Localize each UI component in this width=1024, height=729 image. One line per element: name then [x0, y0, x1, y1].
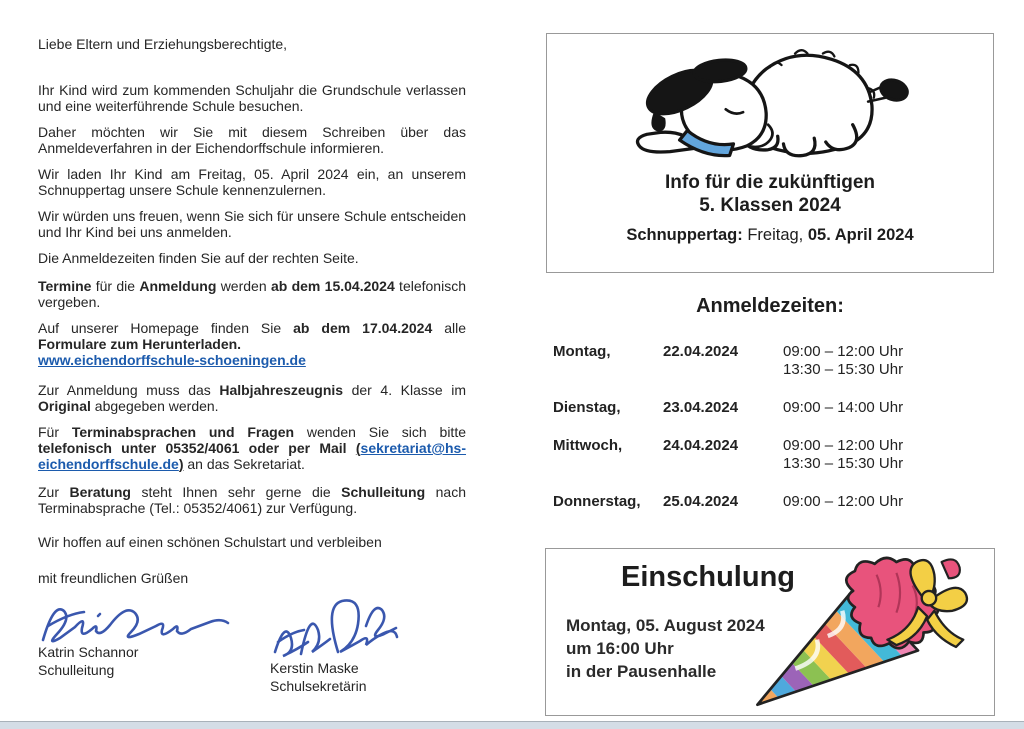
signature-role: Schulsekretärin [270, 678, 367, 694]
paragraph-homepage: Auf unserer Homepage finden Sie ab dem 17.04.2024 alle Formulare zum Herunterladen. www.eichendorffschule-schoeningen.de [38, 320, 466, 368]
email-link[interactable]: sekretariat@hs-eichendorffschule.de [38, 440, 467, 472]
einschulung-box [545, 548, 995, 716]
signature-name: Kerstin Maske [270, 660, 359, 676]
table-row [553, 343, 994, 379]
day-cell: Mittwoch, [553, 437, 623, 454]
sniffing-dog-illustration-icon [620, 42, 920, 167]
info-title-line2: 5. Klassen 2024 [699, 195, 841, 216]
einschulung-heading: Einschulung [621, 561, 795, 593]
paragraph-schulstart: Wir hoffen auf einen schönen Schulstart und verbleiben [38, 534, 382, 550]
paragraph-intro-1: Ihr Kind wird zum kommenden Schuljahr die Grundschule verlassen und eine weiterführende Schule besuchen. [38, 82, 466, 114]
paragraph-gruss: mit freundlichen Grüßen [38, 570, 189, 586]
email-paren-close: ) [178, 456, 184, 472]
date-cell: 23.04.2024 [663, 399, 739, 416]
signature-block [38, 596, 466, 694]
paragraph-einladung: Wir laden Ihr Kind am Freitag, 05. April 2024 ein, an unserem Schnuppertag unsere Schule kennenzulernen. [38, 166, 466, 198]
anmeldezeiten-section [546, 295, 994, 511]
times-cell: 09:00 – 14:00 Uhr [783, 399, 904, 416]
homepage-link[interactable]: www.eichendorffschule-schoeningen.de [38, 352, 306, 368]
salutation: Liebe Eltern und Erziehungsberechtigte, [38, 36, 288, 52]
schnuppertag-line: Schnuppertag: Freitag, 05. April 2024 [626, 226, 914, 244]
paragraph-intro-2: Daher möchten wir Sie mit diesem Schreiben über das Anmeldeverfahren in der Eichendorffschule informieren. [38, 124, 466, 156]
table-row [553, 493, 994, 511]
paragraph-zeugnis: Zur Anmeldung muss das Halbjahreszeugnis der 4. Klasse im Original abgegeben werden. [38, 382, 467, 414]
signature-name: Katrin Schannor [38, 644, 139, 660]
date-cell: 24.04.2024 [663, 437, 739, 454]
signature-scribble-icon [270, 596, 400, 664]
signature-role: Schulleitung [38, 662, 115, 678]
signature-2 [270, 596, 466, 694]
paragraph-termine: Termine für die Anmeldung werden ab dem 15.04.2024 telefonisch vergeben. [38, 278, 466, 310]
einschulung-date: Montag, 05. August 2024 [566, 616, 765, 635]
day-cell: Dienstag, [553, 399, 621, 416]
signature-scribble-icon [38, 596, 234, 648]
info-box-title [547, 171, 993, 217]
signature-1 [38, 596, 270, 694]
table-row [553, 399, 994, 417]
date-cell: 22.04.2024 [663, 343, 739, 360]
letter-body [38, 36, 466, 694]
info-title-line1: Info für die zukünftigen [664, 172, 876, 193]
times-cell: 09:00 – 12:00 Uhr 13:30 – 15:30 Uhr [783, 343, 904, 378]
scan-edge-strip [0, 721, 1024, 729]
day-cell: Montag, [553, 343, 611, 360]
paragraph-kontakt: Für Terminabsprachen und Fragen wenden Sie sich bitte telefonisch unter 05352/4061 oder per Mail (sekretariat@hs-eichendorffschule.de) an das Sekretariat. [38, 424, 467, 472]
einschulung-place: in der Pausenhalle [566, 662, 717, 681]
school-cone-illustration-icon [718, 553, 990, 711]
times-cell: 09:00 – 12:00 Uhr [783, 493, 904, 510]
info-box [546, 33, 994, 273]
paragraph-freuen: Wir würden uns freuen, wenn Sie sich für unsere Schule entscheiden und Ihr Kind bei uns anmelden. [38, 208, 467, 240]
anmeldezeiten-table [546, 343, 994, 511]
paragraph-anmeldezeiten-hinweis: Die Anmeldezeiten finden Sie auf der rechten Seite. [38, 250, 359, 266]
table-row [553, 437, 994, 473]
anmeldezeiten-heading: Anmeldezeiten: [696, 295, 844, 317]
email-paren-open: ( [355, 440, 361, 456]
date-cell: 25.04.2024 [663, 493, 739, 510]
paragraph-beratung: Zur Beratung steht Ihnen sehr gerne die Schulleitung nach Terminabsprache (Tel.: 05352/4061) zur Verfügung. [38, 484, 467, 516]
einschulung-time: um 16:00 Uhr [566, 639, 674, 658]
day-cell: Donnerstag, [553, 493, 641, 510]
times-cell: 09:00 – 12:00 Uhr 13:30 – 15:30 Uhr [783, 437, 904, 472]
